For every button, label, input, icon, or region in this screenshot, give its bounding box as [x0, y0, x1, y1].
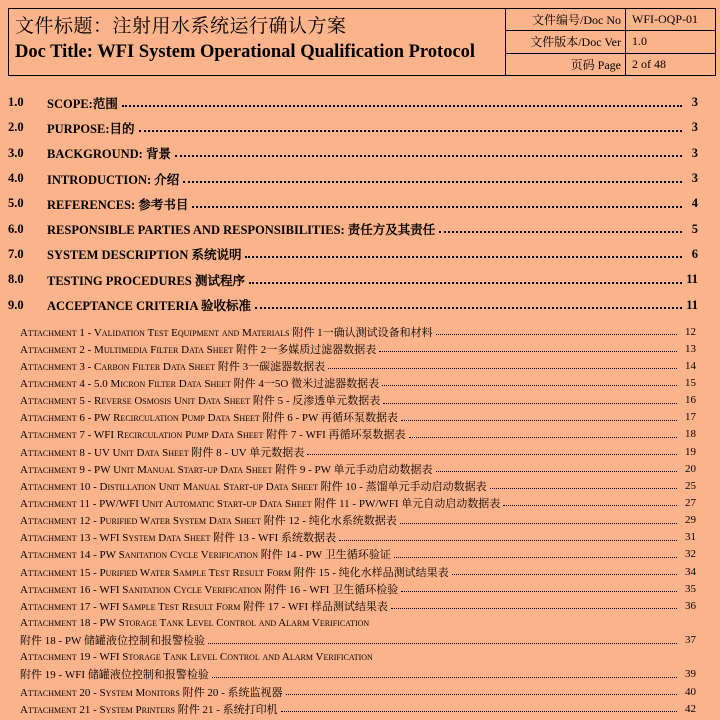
toc-page: 3: [691, 145, 698, 160]
attachment-page: 16: [685, 394, 696, 407]
attachment-page: 18: [685, 428, 696, 441]
attachment-entry[interactable]: [20, 409, 696, 426]
attachment-title: Attachment 7 - WFI Recirculation Pump Data Sheet 附件 7 - WFI 再循环泵数据表: [20, 429, 406, 442]
toc-title: RESPONSIBLE PARTIES AND RESPONSIBILITIES: 责任方及其责任: [47, 223, 436, 238]
toc-entry[interactable]: [8, 191, 698, 216]
doc-ver-value: 1.0: [632, 34, 647, 49]
dot-leader: [175, 155, 682, 157]
toc-number: 4.0: [8, 171, 24, 186]
document-header: [8, 8, 716, 76]
attachment-page: 17: [685, 411, 696, 424]
attachment-title: Attachment 4 - 5.0 Micron Filter Data Sheet 附件 4一5O 微米过滤器数据表: [20, 377, 380, 390]
attachment-entry[interactable]: [20, 597, 696, 614]
dot-leader: [391, 608, 677, 609]
dot-leader: [249, 282, 682, 284]
title-english: Doc Title: WFI System Operational Qualification Protocol: [15, 42, 476, 62]
attachment-title: Attachment 9 - PW Unit Manual Start-up Data Sheet 附件 9 - PW 单元手动启动数据表: [20, 463, 433, 476]
dot-leader: [192, 206, 682, 208]
toc-page: 4: [691, 196, 698, 211]
attachment-page: 40: [685, 685, 696, 698]
toc-number: 7.0: [8, 246, 24, 261]
attachments-list: [20, 323, 696, 717]
attachment-entry[interactable]: [20, 580, 696, 597]
doc-no-row: [506, 9, 715, 31]
toc-title: SCOPE:范围: [47, 96, 118, 111]
attachment-page: 39: [685, 668, 696, 681]
doc-ver-row: [506, 31, 715, 53]
page-row: [506, 54, 715, 75]
toc-page: 5: [691, 221, 698, 236]
attachment-entry[interactable]: [20, 700, 696, 717]
dot-leader: [379, 351, 677, 352]
doc-ver-label: 文件版本/Doc Ver: [506, 31, 626, 52]
attachment-title: Attachment 2 - Multimedia Filter Data Sheet 附件 2一多媒质过滤器数据表: [20, 343, 377, 356]
dot-leader: [490, 488, 677, 489]
attachment-title: Attachment 8 - UV Unit Data Sheet 附件 8 - UV 单元数据表: [20, 446, 305, 459]
attachment-title: Attachment 18 - PW Storage Tank Level Control and Alarm Verification: [20, 616, 370, 629]
dot-leader: [394, 557, 677, 558]
attachment-page: 25: [685, 479, 696, 492]
toc-title: PURPOSE:目的: [47, 121, 135, 136]
toc-number: 3.0: [8, 145, 24, 160]
toc-title: BACKGROUND: 背景: [47, 147, 171, 162]
attachment-entry[interactable]: [20, 477, 696, 494]
attachment-entry[interactable]: [20, 529, 696, 546]
dot-leader: [208, 643, 677, 644]
attachment-title: Attachment 19 - WFI Storage Tank Level Control and Alarm Verification: [20, 651, 373, 664]
toc-title: INTRODUCTION: 介绍: [47, 172, 180, 187]
attachment-page: 15: [685, 376, 696, 389]
dot-leader: [383, 403, 677, 404]
attachment-title: Attachment 13 - WFI System Data Sheet 附件 13 - WFI 系统数据表: [20, 532, 336, 545]
toc-number: 1.0: [8, 95, 24, 110]
attachment-title-cn: 附件 18 - PW 储罐液位控制和报警检验: [20, 635, 205, 648]
attachment-page: 13: [685, 342, 696, 355]
toc-entry[interactable]: [8, 166, 698, 191]
attachment-entry[interactable]: [20, 683, 696, 700]
attachment-entry[interactable]: [20, 357, 696, 374]
attachment-title: Attachment 10 - Distillation Unit Manual Start-up Data Sheet 附件 10 - 蒸馏单元手动启动数据表: [20, 480, 487, 493]
attachment-title: Attachment 16 - WFI Sanitation Cycle Verification 附件 16 - WFI 卫生循环检验: [20, 583, 399, 596]
page-label: 页码 Page: [506, 54, 626, 75]
attachment-page: 36: [685, 599, 696, 612]
attachment-page: 19: [685, 445, 696, 458]
dot-leader: [183, 181, 682, 183]
toc-number: 5.0: [8, 196, 24, 211]
dot-leader: [436, 471, 677, 472]
toc-entry[interactable]: [8, 267, 698, 292]
toc-entry[interactable]: [8, 292, 698, 317]
toc-page: 3: [691, 171, 698, 186]
dot-leader: [503, 505, 677, 506]
dot-leader: [409, 437, 677, 438]
dot-leader: [401, 591, 677, 592]
attachment-title: Attachment 21 - System Printers 附件 21 - 系统打印机: [20, 703, 278, 716]
toc-title: TESTING PROCEDURES 测试程序: [47, 273, 245, 288]
toc-page: 11: [686, 272, 698, 287]
dot-leader: [401, 420, 677, 421]
dot-leader: [307, 454, 677, 455]
page-value: 2 of 48: [632, 56, 666, 71]
attachment-entry[interactable]: [20, 392, 696, 409]
attachment-entry[interactable]: [20, 649, 696, 683]
header-title-block: [9, 9, 506, 75]
dot-leader: [452, 574, 677, 575]
attachment-title: Attachment 17 - WFI Sample Test Result Form 附件 17 - WFI 样品测试结果表: [20, 600, 388, 613]
header-meta-block: [506, 9, 715, 75]
dot-leader: [139, 130, 682, 132]
dot-leader: [281, 711, 677, 712]
attachment-entry[interactable]: [20, 323, 696, 340]
attachment-title: Attachment 15 - Purified Water Sample Test Result Form 附件 15 - 纯化水样品测试结果表: [20, 566, 449, 579]
attachment-entry[interactable]: [20, 546, 696, 563]
toc-entry[interactable]: [8, 90, 698, 115]
attachment-title: Attachment 6 - PW Recirculation Pump Data Sheet 附件 6 - PW 再循环泵数据表: [20, 412, 398, 425]
title-chinese: 文件标题：注射用水系统运行确认方案: [15, 16, 347, 37]
attachment-page: 20: [685, 462, 696, 475]
toc-number: 8.0: [8, 272, 24, 287]
attachment-page: 35: [685, 582, 696, 595]
dot-leader: [122, 105, 682, 107]
dot-leader: [382, 385, 677, 386]
dot-leader: [439, 231, 682, 233]
toc-entry[interactable]: [8, 141, 698, 166]
attachment-page: 12: [685, 325, 696, 338]
attachment-entry[interactable]: [20, 426, 696, 443]
dot-leader: [339, 540, 677, 541]
toc-number: 6.0: [8, 221, 24, 236]
attachment-page: 42: [685, 702, 696, 715]
dot-leader: [212, 677, 677, 678]
toc-title: REFERENCES: 参考书目: [47, 197, 189, 212]
toc-page: 3: [691, 120, 698, 135]
attachment-page: 31: [685, 531, 696, 544]
attachment-entry[interactable]: [20, 494, 696, 511]
attachment-page: 27: [685, 496, 696, 509]
toc-page: 6: [691, 246, 698, 261]
dot-leader: [328, 368, 677, 369]
toc-page: 11: [686, 297, 698, 312]
dot-leader: [286, 694, 678, 695]
attachment-entry[interactable]: [20, 460, 696, 477]
dot-leader: [255, 307, 682, 309]
toc-title: SYSTEM DESCRIPTION 系统说明: [47, 248, 242, 263]
toc-number: 2.0: [8, 120, 24, 135]
toc-entry[interactable]: [8, 216, 698, 241]
attachment-entry[interactable]: [20, 443, 696, 460]
toc-entry[interactable]: [8, 115, 698, 140]
dot-leader: [436, 334, 677, 335]
attachment-title: Attachment 5 - Reverse Osmosis Unit Data Sheet 附件 5 - 反渗透单元数据表: [20, 395, 381, 408]
attachment-title-cn: 附件 19 - WFI 储罐液位控制和报警检验: [20, 669, 209, 682]
toc-page: 3: [691, 95, 698, 110]
doc-no-value: WFI-OQP-01: [632, 12, 698, 27]
dot-leader: [245, 256, 682, 258]
attachment-page: 32: [685, 548, 696, 561]
doc-no-label: 文件编号/Doc No: [506, 9, 626, 30]
attachment-page: 34: [685, 565, 696, 578]
attachment-title: Attachment 11 - PW/WFI Unit Automatic Start-up Data Sheet 附件 11 - PW/WFI 单元自动启动数据表: [20, 497, 501, 510]
attachment-page: 37: [685, 634, 696, 647]
dot-leader: [400, 523, 677, 524]
toc-number: 9.0: [8, 297, 24, 312]
attachment-title: Attachment 12 - Purified Water System Data Sheet 附件 12 - 纯化水系统数据表: [20, 515, 397, 528]
attachment-title: Attachment 14 - PW Sanitation Cycle Verification 附件 14 - PW 卫生循环验证: [20, 549, 391, 562]
attachment-title: Attachment 1 - Validation Test Equipment and Materials 附件 1一确认测试设备和材料: [20, 326, 433, 339]
attachment-entry[interactable]: [20, 512, 696, 529]
attachment-entry[interactable]: [20, 614, 696, 648]
toc-title: ACCEPTANCE CRITERIA 验收标准: [47, 299, 251, 314]
attachment-entry[interactable]: [20, 340, 696, 357]
toc-entry[interactable]: [8, 242, 698, 267]
attachment-entry[interactable]: [20, 563, 696, 580]
attachment-title: Attachment 3 - Carbon Filter Data Sheet 附件 3一碳滤器数据表: [20, 360, 326, 373]
attachment-page: 14: [685, 359, 696, 372]
attachment-entry[interactable]: [20, 374, 696, 391]
attachment-page: 29: [685, 514, 696, 527]
table-of-contents: [8, 90, 698, 318]
attachment-title: Attachment 20 - System Monitors 附件 20 - 系统监视器: [20, 686, 283, 699]
